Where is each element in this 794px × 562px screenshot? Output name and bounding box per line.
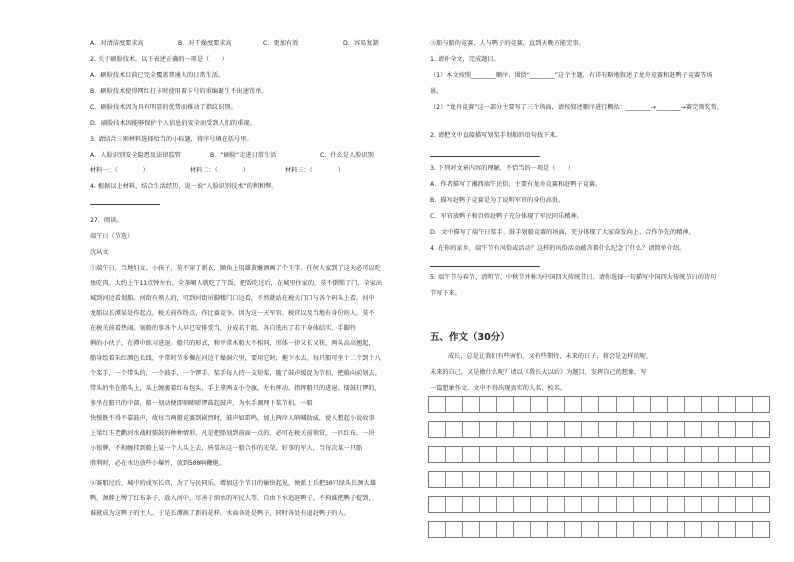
grid-cell[interactable]	[446, 472, 463, 487]
grid-cell[interactable]	[736, 472, 753, 487]
grid-cell[interactable]	[685, 472, 702, 487]
grid-cell[interactable]	[429, 422, 446, 437]
grid-cell[interactable]	[531, 422, 548, 437]
grid-cell[interactable]	[446, 497, 463, 512]
grid-row[interactable]	[428, 421, 770, 438]
grid-cell[interactable]	[651, 497, 668, 512]
grid-cell[interactable]	[514, 397, 531, 412]
grid-cell[interactable]	[651, 447, 668, 462]
para-1-line: 在税关前看热闹。划船的事各个人早已安排妥当，分成若干组，各自选出了若干身体结实、手脚伶	[90, 325, 357, 332]
grid-cell[interactable]	[617, 522, 634, 537]
grid-row[interactable]	[428, 396, 770, 413]
answer-line	[430, 266, 540, 267]
grid-cell[interactable]	[719, 397, 736, 412]
r-question-1: 1. 请补全文，完成题目。	[430, 56, 500, 63]
grid-cell[interactable]	[685, 397, 702, 412]
para-1-line: 上梁红玉老鹳河水战时擂鼓的种种情形。凡是把船划到前面一点的，必可在税关前领赏，一匹红布，一块	[90, 430, 375, 437]
grid-cell[interactable]	[514, 522, 531, 537]
grid-cell[interactable]	[446, 522, 463, 537]
grid-cell[interactable]	[446, 422, 463, 437]
answer-line	[90, 204, 160, 205]
para-2-line: 鸭，颈脖上缚了红布条子，放入河中，尽善于泅水的军民人等，自由下水追赶鸭子。不拘谁把鸭子捉到，	[90, 495, 375, 502]
grid-cell[interactable]	[719, 472, 736, 487]
grid-cell[interactable]	[668, 497, 685, 512]
grid-cell[interactable]	[719, 422, 736, 437]
grid-cell[interactable]	[599, 472, 616, 487]
para-1-line: 个桨手，一个带头的，一个鼓手，一个锣手。桨手每人持一支短桨，随了鼓声缓促为节拍，把船向前划去。	[90, 370, 381, 377]
grid-cell[interactable]	[531, 447, 548, 462]
q3-fill-row	[90, 168, 344, 174]
q3-option-a: A．人脸识别安全隐患及法律监管	[90, 152, 181, 159]
grid-cell[interactable]	[565, 472, 582, 487]
grid-cell[interactable]	[582, 472, 599, 487]
grid-cell[interactable]	[617, 422, 634, 437]
grid-cell[interactable]	[429, 497, 446, 512]
grid-cell[interactable]	[702, 522, 719, 537]
r-question-4: 4. 在你的家乡，端午节有风俗或活动？这样的风俗活动蕴含着什么纪念了什么？请简单介绍。	[430, 245, 686, 252]
grid-cell[interactable]	[651, 522, 668, 537]
grid-cell[interactable]	[548, 447, 565, 462]
grid-cell[interactable]	[753, 497, 769, 512]
r-q1-part-2: （2）“龙舟竞赛”这一部分主要写了三个场面，请按叙述顺序进行概括：________→________→赛完领奖赏。	[430, 104, 723, 111]
q2-option-d: D．刷脸技术因能够保护个人信息的安全而受到人们的重视。	[90, 120, 256, 127]
grid-cell[interactable]	[548, 472, 565, 487]
grid-cell[interactable]	[463, 397, 480, 412]
reading-label: 27．阅读。	[90, 217, 123, 224]
grid-cell[interactable]	[651, 472, 668, 487]
grid-cell[interactable]	[463, 472, 480, 487]
grid-cell[interactable]	[651, 422, 668, 437]
grid-cell[interactable]	[548, 422, 565, 437]
fill-material-1: 材料一：（ ）	[90, 167, 149, 174]
para-1-line: 船身绘着朱红颜色长线，平常时节多搁在河边干燥洞穴里，要用它时，拖下水去。每只船可坐十二个到十八	[90, 355, 381, 362]
essay-prompt-line: 成长，总是让我们有些害怕，又有些期待，未来的日子，将会是怎样的呢，	[448, 353, 653, 360]
grid-cell[interactable]	[565, 397, 582, 412]
question-4: 4. 根据以上材料，结合生活经历，说一说“人脸识别技术”的利和弊。	[90, 183, 278, 190]
grid-cell[interactable]	[702, 497, 719, 512]
para-1-line: 龙船以长潭某处作起点，税关前作终点，作比赛竞争。因为这一天军官、税官以及当地有身份的人，莫不	[90, 310, 375, 317]
grid-row[interactable]	[428, 471, 770, 488]
r-question-5: 5. 端午节与春节、清明节、中秋节并称为中国四大传统节日。请你选择一句描写中国四大传统节日的诗句	[430, 274, 717, 281]
q3-option-b: B．“刷脸”走进日常生活	[210, 152, 277, 159]
option-a: A．对清洁度要求高	[90, 40, 144, 47]
grid-cell[interactable]	[736, 447, 753, 462]
passage-para-3: ③船与船的竞赛，人与鸭子的竞赛，直到天晚方能完事。	[430, 40, 585, 47]
grid-cell[interactable]	[753, 522, 769, 537]
grid-cell[interactable]	[565, 522, 582, 537]
grid-cell[interactable]	[565, 422, 582, 437]
grid-cell[interactable]	[736, 397, 753, 412]
grid-cell[interactable]	[634, 472, 651, 487]
grid-cell[interactable]	[668, 447, 685, 462]
option-c: C．更加有效	[263, 40, 299, 47]
grid-cell[interactable]	[599, 497, 616, 512]
grid-cell[interactable]	[753, 397, 769, 412]
grid-cell[interactable]	[634, 497, 651, 512]
grid-cell[interactable]	[599, 422, 616, 437]
fill-material-2: 材料二：（ ）	[190, 167, 249, 174]
grid-cell[interactable]	[634, 522, 651, 537]
grid-cell[interactable]	[685, 497, 702, 512]
grid-cell[interactable]	[548, 497, 565, 512]
grid-cell[interactable]	[736, 497, 753, 512]
para-1-line: 多坐在船只的中部，船一划动便即刻嘭嘭锣鼓起鼓声，为水手调理下桨节拍。一船	[90, 400, 313, 407]
grid-cell[interactable]	[753, 447, 769, 462]
r-question-2: 2. 请把文中直接描写划桨手划船的语句找下来。	[430, 132, 562, 139]
grid-cell[interactable]	[736, 422, 753, 437]
q2-option-a: A．刷脸技术目前已完全覆盖普通人的日常生活。	[90, 72, 225, 79]
q-options-row	[90, 41, 379, 47]
q3-options	[90, 153, 374, 159]
grid-cell[interactable]	[617, 472, 634, 487]
q2-option-b: B．刷脸技术使得网红打卡时使用着卡号的重编诞生不出速罚单。	[90, 88, 268, 95]
grid-cell[interactable]	[446, 447, 463, 462]
grid-cell[interactable]	[617, 497, 634, 512]
grid-cell[interactable]	[685, 422, 702, 437]
grid-cell[interactable]	[548, 397, 565, 412]
essay-prompt-line: 一篇想象作文。文中不得出现真实的人名、校名。	[430, 385, 567, 392]
grid-cell[interactable]	[702, 397, 719, 412]
grid-cell[interactable]	[599, 522, 616, 537]
section-title: 五、作文（30分）	[430, 332, 510, 343]
para-1-line: 鱼吃肉。大约上午11点钟左右，全茶峒人就吃了午饭。把饭吃过后，在城里住家的，莫不倒锁了门，全家出	[90, 280, 383, 287]
grid-cell[interactable]	[617, 397, 634, 412]
grid-cell[interactable]	[617, 447, 634, 462]
passage-title: 端午日（节选）	[90, 233, 134, 240]
grid-cell[interactable]	[463, 497, 480, 512]
grid-cell[interactable]	[719, 497, 736, 512]
grid-cell[interactable]	[480, 497, 497, 512]
grid-cell[interactable]	[685, 447, 702, 462]
grid-cell[interactable]	[582, 397, 599, 412]
grid-cell[interactable]	[514, 447, 531, 462]
grid-cell[interactable]	[497, 397, 514, 412]
grid-cell[interactable]	[497, 472, 514, 487]
grid-cell[interactable]	[582, 497, 599, 512]
q3-option-c: C．什么是人脸识别	[320, 152, 374, 159]
grid-cell[interactable]	[429, 472, 446, 487]
grid-cell[interactable]	[668, 397, 685, 412]
para-1-line: 俐的小伙子，在潭中练习进退。船只的形式，和平常木船大不相同，形体一律又长又狭，两头高高翘起，	[90, 340, 375, 347]
grid-cell[interactable]	[651, 397, 668, 412]
grid-cell[interactable]	[702, 422, 719, 437]
grid-cell[interactable]	[480, 422, 497, 437]
grid-cell[interactable]	[634, 422, 651, 437]
r-q3-option-b: B．描写赶鸭子竞赛是为了说明军官的身份高贵。	[430, 197, 565, 204]
para-1-line: 小银牌，不拘缠挂到船上某一个人头上去，皆显出这一船合作的光荣。好事的军人，当每次某一只船	[90, 445, 363, 452]
question-3: 3. 请结合三则材料选择恰当的小标题，将序号填在括号里。	[90, 136, 253, 143]
para-1-line: 带头的坐在船头上，头上缠裹着红布包头，手上拿两支小令旗，左右挥动，指挥船只的进退。擂鼓打锣的，	[90, 385, 381, 392]
r-question-5-cont: 节写下来。	[430, 290, 461, 297]
passage-author: 沈从文	[90, 249, 109, 256]
grid-cell[interactable]	[668, 472, 685, 487]
fill-material-3: 材料三：（ ）	[285, 167, 344, 174]
grid-cell[interactable]	[480, 447, 497, 462]
grid-cell[interactable]	[463, 447, 480, 462]
option-d: D．容易复制	[343, 40, 379, 47]
grid-cell[interactable]	[497, 497, 514, 512]
grid-cell[interactable]	[634, 447, 651, 462]
grid-cell[interactable]	[702, 472, 719, 487]
grid-cell[interactable]	[565, 497, 582, 512]
grid-cell[interactable]	[685, 522, 702, 537]
grid-cell[interactable]	[668, 522, 685, 537]
grid-cell[interactable]	[497, 422, 514, 437]
grid-cell[interactable]	[719, 522, 736, 537]
grid-cell[interactable]	[531, 397, 548, 412]
grid-cell[interactable]	[463, 522, 480, 537]
grid-cell[interactable]	[514, 472, 531, 487]
grid-cell[interactable]	[719, 447, 736, 462]
grid-cell[interactable]	[429, 447, 446, 462]
r-q3-option-a: A．作者描写了湘西端午民俗，主要有龙舟竞赛和赶鸭子竞赛。	[430, 181, 602, 188]
grid-cell[interactable]	[599, 397, 616, 412]
grid-cell[interactable]	[548, 522, 565, 537]
grid-cell[interactable]	[753, 472, 769, 487]
grid-cell[interactable]	[753, 422, 769, 437]
r-q3-option-c: C．军官放鸭子和百姓赶鸭子充分体现了军民同乐精神。	[430, 213, 583, 220]
grid-cell[interactable]	[736, 522, 753, 537]
question-2: 2. 关于刷脸技术，以下表述正确的一项是（ ）	[90, 56, 228, 63]
grid-cell[interactable]	[463, 422, 480, 437]
para-1-line: 胜利时，必在水边放些小爆竹，放到500响鞭炮。	[90, 460, 225, 467]
essay-prompt-line: 未来的自己，又是做什么呢？请以《我长大以后》为题目，发挥自己的想象，写	[430, 369, 647, 376]
para-2-line: ②赛船过后，城中的戍军长官，为了与民同乐，增加这个节日的愉快起见，便派士兵把30只绿头长颈大雄	[90, 480, 376, 487]
grid-cell[interactable]	[446, 397, 463, 412]
grid-cell[interactable]	[531, 497, 548, 512]
grid-cell[interactable]	[429, 522, 446, 537]
para-1-line: 快慢既不得不靠鼓声，故每当两船竞赛到剧烈时，鼓声如雷鸣，加上两岸人呐喊助威，使人想起小说故事	[90, 415, 375, 422]
grid-cell[interactable]	[582, 522, 599, 537]
r-q1-part-1: （1）本文按照________顺序，围绕“________”这个主题，有详有略地叙述了龙舟竞赛和赶鸭子竞赛等场	[430, 72, 713, 79]
grid-row[interactable]	[428, 521, 770, 538]
para-1-line: ①端午日，当地妇女、小孩子，莫不穿了新衣，额角上用雄黄蘸酒画了个王字。任何人家到了这天必可以吃	[90, 265, 381, 272]
grid-cell[interactable]	[497, 447, 514, 462]
grid-cell[interactable]	[531, 472, 548, 487]
grid-cell[interactable]	[702, 447, 719, 462]
answer-line	[430, 156, 540, 157]
grid-cell[interactable]	[514, 422, 531, 437]
para-1-line: 城到河边看划船。河街有熟人的，可到河街吊脚楼门口边看，不然就站在税关门口与各个码头上看。河中	[90, 295, 375, 302]
grid-cell[interactable]	[634, 397, 651, 412]
r-question-3: 3. 下列对文章内容的理解，不恰当的一项是（ ）	[430, 165, 574, 172]
grid-cell[interactable]	[429, 397, 446, 412]
q2-option-c: C．刷脸技术因为具有明显的优势而推动了指纹识别。	[90, 104, 237, 111]
grid-cell[interactable]	[599, 447, 616, 462]
grid-cell[interactable]	[480, 522, 497, 537]
grid-cell[interactable]	[565, 447, 582, 462]
r-q3-option-d: D．文中描写了端午日桨手、鼓手划船竞赛的场面，充分体现了大家奋发向上、合作争先的精神。	[430, 229, 695, 236]
grid-cell[interactable]	[480, 472, 497, 487]
grid-cell[interactable]	[531, 522, 548, 537]
option-b: B．对干燥度要求高	[178, 40, 232, 47]
para-2-line: 谁就成为这鸭子的主人。于是长潭换了新的花样，水面各处是鸭子，同时各处有追赶鸭子的人。	[90, 510, 350, 517]
r-q1-part-1-cont: 景。	[430, 88, 443, 95]
grid-row[interactable]	[428, 446, 770, 463]
grid-row[interactable]	[428, 496, 770, 513]
grid-cell[interactable]	[514, 497, 531, 512]
grid-cell[interactable]	[582, 422, 599, 437]
grid-cell[interactable]	[668, 422, 685, 437]
grid-cell[interactable]	[497, 522, 514, 537]
grid-cell[interactable]	[480, 397, 497, 412]
grid-cell[interactable]	[582, 447, 599, 462]
